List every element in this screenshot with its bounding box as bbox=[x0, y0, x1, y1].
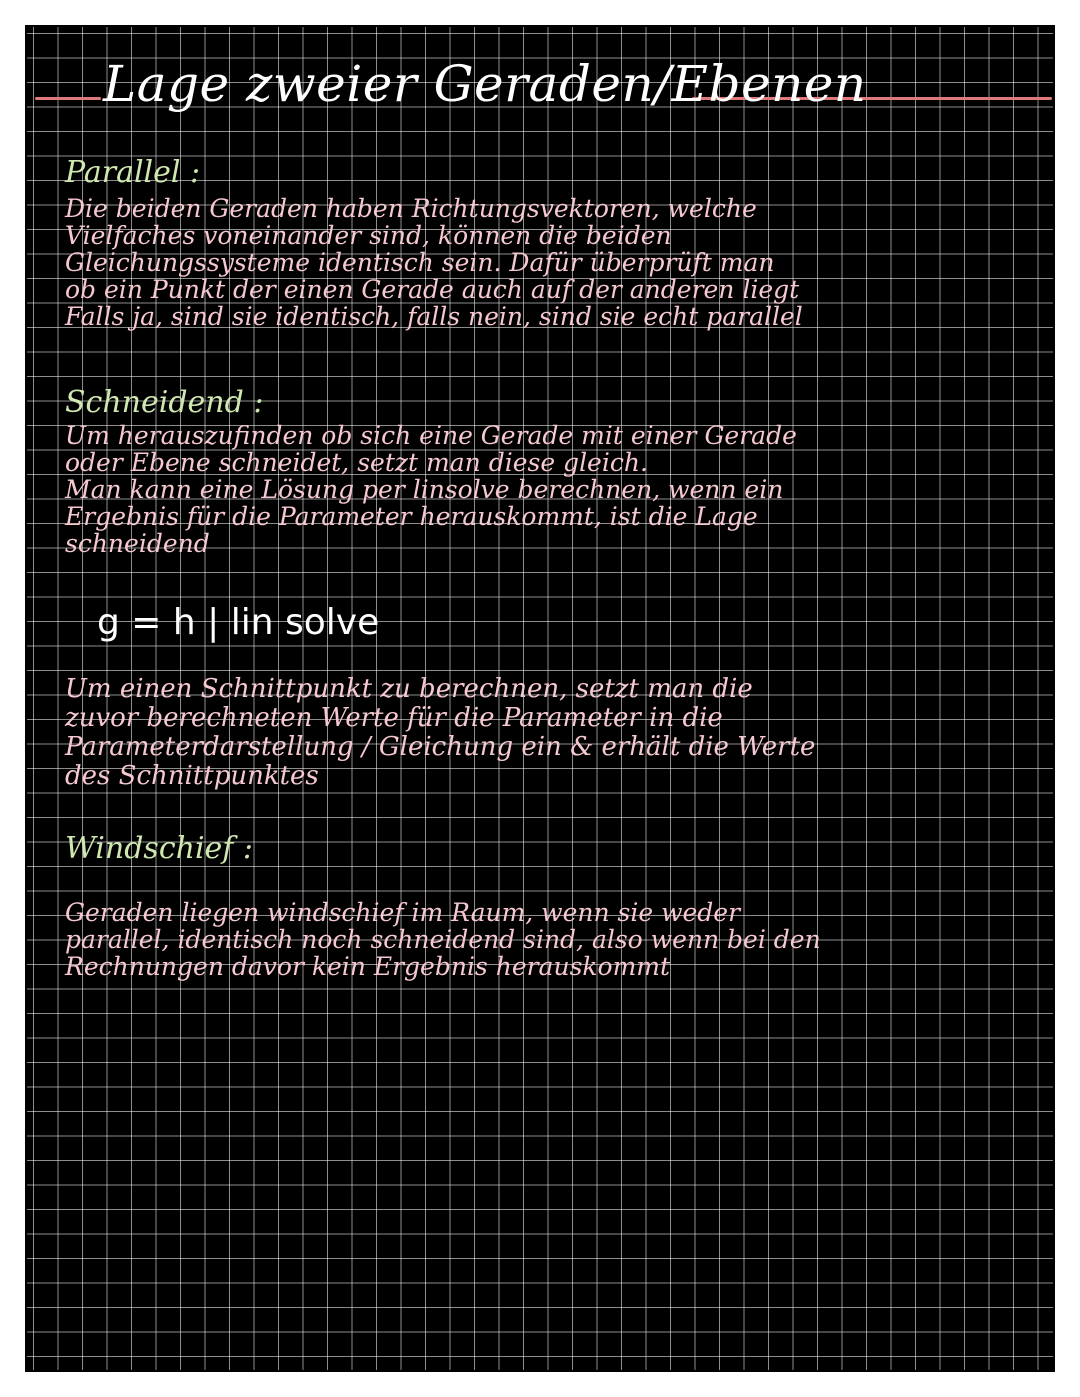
text-line: Rechnungen davor kein Ergebnis herauskommt bbox=[65, 952, 671, 981]
heading-windschief: Windschief : bbox=[65, 831, 254, 866]
text-line: Parameterdarstellung / Gleichung ein & erhält die Werte bbox=[65, 732, 816, 762]
heading-parallel: Parallel : bbox=[65, 155, 201, 190]
text-line: Gleichungssysteme identisch sein. Dafür überprüft man bbox=[65, 248, 775, 277]
text-line: Um einen Schnittpunkt zu berechnen, setzt man die bbox=[65, 674, 753, 704]
paragraph-parallel bbox=[65, 195, 803, 330]
paragraph-windschief bbox=[65, 899, 821, 980]
text-line: Geraden liegen windschief im Raum, wenn sie weder bbox=[65, 898, 741, 927]
text-line: schneidend bbox=[65, 529, 210, 558]
text-line: oder Ebene schneidet, setzt man diese gleich. bbox=[65, 448, 648, 477]
title-rule-left bbox=[35, 97, 101, 100]
text-line: Um herauszufinden ob sich eine Gerade mit einer Gerade bbox=[65, 421, 797, 450]
page-title: Lage zweier Geraden/Ebenen bbox=[103, 55, 867, 113]
text-line: parallel, identisch noch schneidend sind, also wenn bei den bbox=[65, 925, 821, 954]
paragraph-schneidend bbox=[65, 422, 797, 557]
paragraph-schnittpunkt bbox=[65, 675, 815, 791]
formula-linsolve: g = h | lin solve bbox=[97, 602, 380, 643]
notebook-page bbox=[25, 25, 1055, 1372]
text-line: Man kann eine Lösung per linsolve berechnen, wenn ein bbox=[65, 475, 784, 504]
heading-schneidend: Schneidend : bbox=[65, 385, 264, 420]
text-line: zuvor berechneten Werte für die Parameter in die bbox=[65, 703, 723, 733]
text-line: Ergebnis für die Parameter herauskommt, ist die Lage bbox=[65, 502, 758, 531]
text-line: Falls ja, sind sie identisch, falls nein, sind sie echt parallel bbox=[65, 302, 803, 331]
text-line: Die beiden Geraden haben Richtungsvektoren, welche bbox=[65, 194, 757, 223]
text-line: ob ein Punkt der einen Gerade auch auf der anderen liegt bbox=[65, 275, 800, 304]
text-line: Vielfaches voneinander sind, können die beiden bbox=[65, 221, 672, 250]
text-line: des Schnittpunktes bbox=[65, 761, 319, 791]
